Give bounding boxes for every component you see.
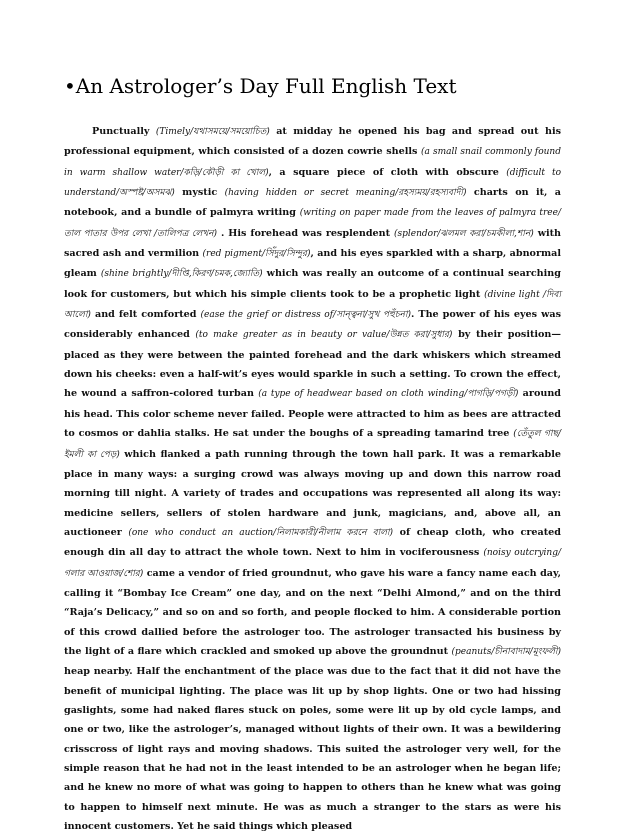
body-text: of cheap cloth, who created enough din all day to attract the whole town. Next to him in vociferousness [64, 526, 561, 559]
gloss-annotation: (a small snail commonly found in warm shallow water/কড়ি/কৌড়ী কা খোল) [64, 147, 561, 178]
body-text: came a vendor of fried groundnut, who gave his ware a fancy name each day, calling it “Bombay Ice Cream” one day, and on the next “Delhi Almond,” and on the third “Raja’s Delicacy,” and so on and so forth, and people flocked to him. A considerable portion of this crowd dallied before the astrologer too. The astrologer transacted his business by the light of a flare which crackled and smoked up above the groundnut [64, 567, 561, 657]
story-paragraph [64, 122, 561, 836]
body-text: around his head. This color scheme never failed. People were attracted to him as bees are attracted to cosmos or dahlia stalks. He sat under the boughs of a spreading tamarind tree [64, 388, 561, 440]
body-text: which was really an outcome of a continual searching look for customers, but which his simple clients took to be a prophetic light [64, 268, 561, 300]
gloss-annotation: (one who conduct an auction/নিলামকারী/নীলাম করনে বালা) [128, 527, 394, 538]
gloss-annotation: (তেঁতুল গাছ/ইমলী কা পেড়) [64, 429, 561, 460]
gloss-annotation: (to make greater as in beauty or value/উন্নত করা/সুধার) [195, 330, 453, 341]
gloss-annotation: (ease the grief or distress of/সান্ত্বনা/সুখ পহুঁচনা) [200, 310, 412, 321]
body-text: with sacred ash and vermilion [64, 227, 562, 260]
body-text: and felt comforted [90, 309, 201, 321]
body-text: mystic [174, 187, 225, 199]
gloss-annotation: (difficult to understand/অস্পষ্ট/অসমঝ) [64, 167, 562, 199]
body-text: . His forehead was resplendent [217, 227, 395, 239]
gloss-annotation: (splendor/ঝলমল করা/চমকীলা,শান) [394, 228, 534, 239]
gloss-annotation: (writing on paper made from the leaves of palmyra tree/তাল পাতার উপর লেখা /তালিপত্র লেখন) [64, 208, 561, 239]
body-text: by their position—placed as they were between the painted forehead and the dark whiskers which streamed down his cheeks: even a half-wit’s eyes would sparkle in such a setting. To crown the effect, he wound a saffron-colored turban [64, 329, 562, 400]
body-text: , a square piece of cloth with obscure [268, 166, 507, 178]
body-text: Punctually [92, 126, 156, 137]
body-text: at midday he opened his bag and spread out his professional equipment, which consisted of a dozen cowrie shells [64, 126, 561, 158]
gloss-annotation: (shine brightly/দীপ্তি,কিরণ/চমক,জ্যোতি) [100, 269, 263, 280]
gloss-annotation: (red pigment/সিঁদুর/সিন্দুর) [202, 249, 311, 260]
body-text: . The power of his eyes was considerably enhanced [64, 309, 561, 341]
gloss-annotation: (Timely/যথাসময়ে/সময়োচিত) [155, 127, 270, 137]
body-text: charts on it, a notebook, and a bundle of palmyra writing [64, 187, 561, 219]
body-text: , and his eyes sparkled with a sharp, abnormal gleam [64, 248, 562, 280]
gloss-annotation: (having hidden or secret meaning/রহস্যময়/রহস্যবাদী) [224, 188, 467, 199]
gloss-annotation: (divine light /দিব্য আলো) [64, 289, 562, 321]
body-text: which flanked a path running through the town hall park. It was a remarkable place in many ways: a surging crowd was always moving up and down this narrow road morning till night. A variety of trades and occupations was represented all along its way: medicine sellers, sellers of stolen hardware and junk, magicians, and, above all, an auctioneer [64, 448, 561, 538]
gloss-annotation: (noisy outcrying/ গলার আওয়াজ/শোর) [64, 548, 562, 579]
gloss-annotation: (peanuts/চীনাবাদাম/মূংফলী) [451, 646, 561, 657]
page-title: •An Astrologer’s Day Full English Text [64, 74, 457, 98]
gloss-annotation: (a type of headwear based on cloth winding/পাগড়ি/পগড়ী) [258, 389, 519, 400]
body-text: heap nearby. Half the enchantment of the place was due to the fact that it did not have the benefit of municipal lighting. The place was lit up by shop lights. One or two had hissing gaslights, some had naked flares stuck on poles, some were lit up by old cycle lamps, and one or two, like the astrologer’s, managed without lights of their own. It was a bewildering crisscross of light rays and moving shadows. This suited the astrologer very well, for the simple reason that he had not in the least intended to be an astrologer when he began life; and he knew no more of what was going to happen to others than he knew what was going to happen to himself next minute. He was as much a stranger to the stars as were his innocent customers. Yet he said things which pleased [64, 666, 561, 833]
